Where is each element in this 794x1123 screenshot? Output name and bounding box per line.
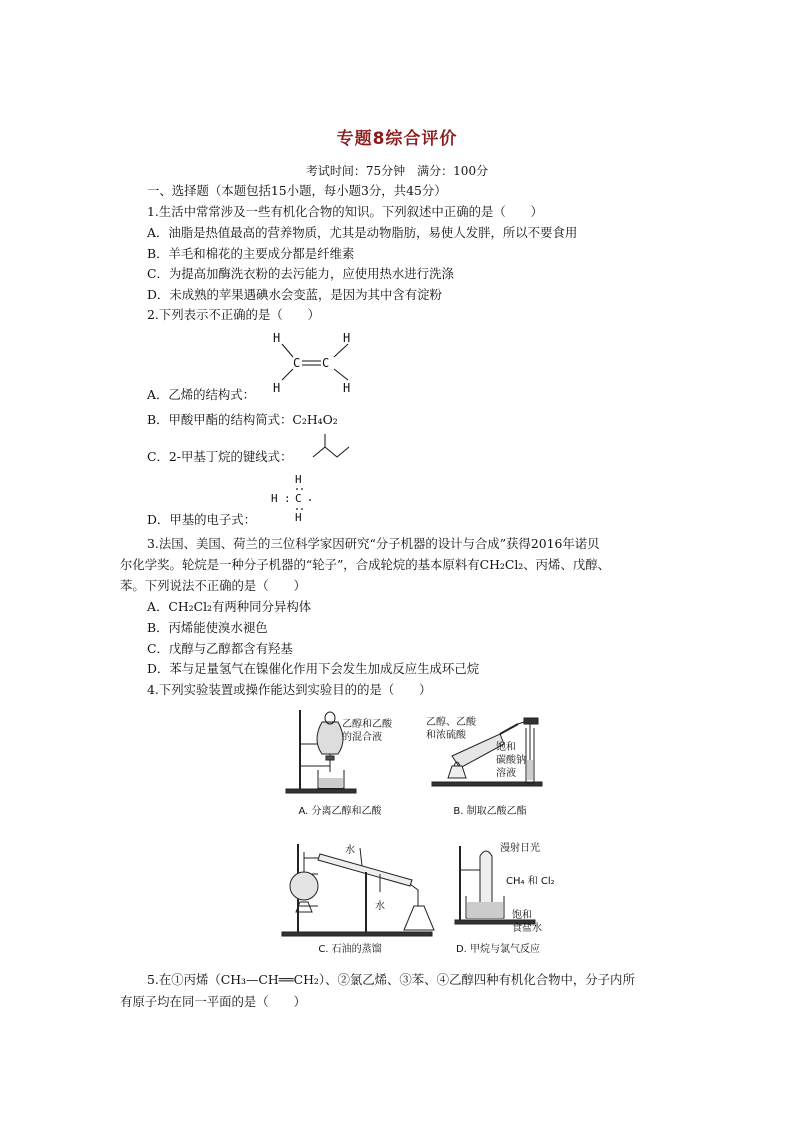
question-1-option-d: D．未成熟的苹果遇碘水会变蓝，是因为其中含有淀粉 (147, 287, 442, 302)
question-2-option-a: A．乙烯的结构式： (147, 387, 256, 402)
figure-c-caption: C. 石油的蒸馏 (318, 944, 382, 955)
figure-b-label-4: 碳酸钠 (496, 755, 526, 766)
figure-c-water-in: 水 (345, 845, 355, 856)
figure-c-water-out: 水 (375, 901, 385, 912)
ethylene-c-1: C (293, 356, 301, 370)
ethylene-h-3: H (273, 381, 281, 395)
figure-b-label-5: 溶液 (496, 768, 516, 779)
figure-b-label-2: 和浓硫酸 (426, 730, 466, 741)
question-3-option-d: D．苯与足量氢气在镍催化作用下会发生加成反应生成环己烷 (147, 661, 480, 676)
question-1-option-a: A．油脂是热值最高的营养物质，尤其是动物脂肪，易使人发胖，所以不要食用 (147, 225, 578, 240)
question-3-stem-3: 苯。下列说法不正确的是（ ） (120, 578, 306, 593)
figure-a-label-1: 乙醇和乙酸 (342, 719, 392, 730)
methyl-h-bottom: H (295, 511, 302, 524)
question-3-option-a: A．CH₂Cl₂有两种同分异构体 (147, 599, 312, 614)
figure-d-label-2: CH₄ 和 Cl₂ (506, 876, 555, 887)
figure-b-caption: B. 制取乙酸乙酯 (453, 806, 527, 817)
question-3-option-b: B．丙烯能使溴水褪色 (147, 620, 268, 635)
methyl-h-left: H (271, 492, 278, 505)
figure-b-label-3: 饱和 (496, 742, 516, 753)
ethylene-h-2: H (343, 331, 351, 345)
question-2-option-c: C．2-甲基丁烷的键线式： (147, 449, 293, 464)
methyl-colon: : (284, 492, 291, 505)
figure-a-caption: A. 分离乙醇和乙酸 (298, 806, 382, 817)
methyl-h-top: H (295, 473, 302, 486)
figure-a-label-2: 的混合液 (342, 732, 382, 743)
section-heading: 一、选择题（本题包括15小题，每小题3分，共45分） (147, 183, 447, 198)
question-5-stem-2: 有原子均在同一平面的是（ ） (120, 994, 306, 1009)
question-3-stem-1: 3.法国、美国、荷兰的三位科学家因研究“分子机器的设计与合成”获得2016年诺贝 (147, 536, 600, 551)
figure-d-label-4: 食盐水 (512, 923, 542, 934)
ethylene-h-4: H (343, 381, 351, 395)
exam-meta: 考试时间：75分钟 满分：100分 (305, 164, 489, 178)
methyl-c: C (295, 492, 302, 505)
question-1-stem: 1.生活中常常涉及一些有机化合物的知识。下列叙述中正确的是（ ） (147, 204, 543, 219)
question-1-option-b: B．羊毛和棉花的主要成分都是纤维素 (147, 246, 355, 261)
question-5-stem-1: 5.在①丙烯（CH₃—CH══CH₂）、②氯乙烯、③苯、④乙醇四种有机化合物中，分子内所 (147, 972, 635, 987)
question-2-stem: 2.下列表示不正确的是（ ） (147, 307, 320, 322)
question-3-option-c: C．戊醇与乙醇都含有羟基 (147, 641, 293, 656)
figure-d-label-3: 饱和 (512, 910, 532, 921)
figure-d-caption: D. 甲烷与氯气反应 (455, 944, 541, 955)
question-1-option-c: C．为提高加酶洗衣粉的去污能力，应使用热水进行洗涤 (147, 266, 454, 281)
question-2-option-b: B．甲酸甲酯的结构简式：C₂H₄O₂ (147, 412, 338, 427)
ethylene-h-1: H (273, 331, 281, 345)
figure-b-label-1: 乙醇、乙酸 (426, 717, 476, 728)
question-3-stem-2: 尔化学奖。轮烷是一种分子机器的“轮子”，合成轮烷的基本原料有CH₂Cl₂、丙烯、戊醇、 (120, 557, 611, 572)
question-4-stem: 4.下列实验装置或操作能达到实验目的的是（ ） (147, 682, 432, 697)
page-title: 专题8综合评价 (336, 129, 458, 149)
figure-d-label-1: 漫射日光 (500, 843, 540, 854)
question-2-option-d: D．甲基的电子式： (147, 512, 257, 527)
ethylene-c-2: C (322, 356, 330, 370)
